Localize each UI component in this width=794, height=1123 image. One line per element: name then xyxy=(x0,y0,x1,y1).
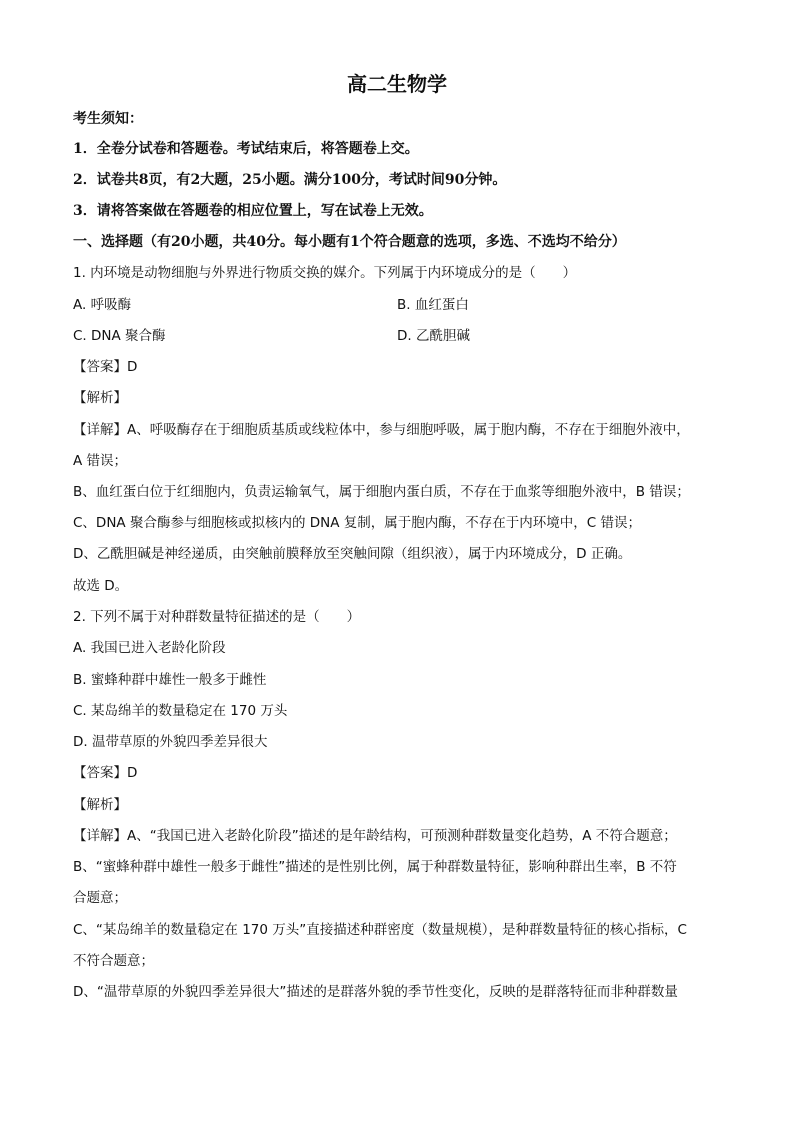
notice-item-1: 1．全卷分试卷和答题卷。考试结束后，将答题卷上交。 xyxy=(73,141,419,157)
q1-detail-line-4: C、DNA 聚合酶参与细胞核或拟核内的 DNA 复制，属于胞内酶，不存在于内环境中，C 错误； xyxy=(73,515,641,531)
q1-stem: 1. 内环境是动物细胞与外界进行物质交换的媒介。下列属于内环境成分的是（ ） xyxy=(73,265,577,281)
q1-detail-line-3: B、血红蛋白位于红细胞内，负责运输氧气，属于细胞内蛋白质，不存在于血浆等细胞外液中，B 错误； xyxy=(73,484,690,500)
q1-option-c: C. DNA 聚合酶 xyxy=(73,328,166,344)
q1-detail-line-2: A 错误； xyxy=(73,453,128,469)
notice-heading: 考生须知： xyxy=(73,111,143,127)
q2-detail-line-2: B、“蜜蜂种群中雄性一般多于雌性”描述的是性别比例，属于种群数量特征，影响种群出生率，B 不符 xyxy=(73,859,677,875)
q2-detail-line-5: 不符合题意； xyxy=(73,953,154,969)
q2-option-a: A. 我国已进入老龄化阶段 xyxy=(73,640,226,656)
q1-detail-line-1: 【详解】A、呼吸酶存在于细胞质基质或线粒体中，参与细胞呼吸，属于胞内酶，不存在于细胞外液中， xyxy=(73,422,690,438)
notice-item-2: 2．试卷共8页，有2大题，25小题。满分100分，考试时间90分钟。 xyxy=(73,172,507,188)
q2-detail-line-6: D、“温带草原的外貌四季差异很大”描述的是群落外貌的季节性变化，反映的是群落特征而非种群数量 xyxy=(73,984,678,1000)
q1-option-a: A. 呼吸酶 xyxy=(73,297,132,313)
q2-option-d: D. 温带草原的外貌四季差异很大 xyxy=(73,734,268,750)
q2-detail-line-4: C、“某岛绵羊的数量稳定在 170 万头”直接描述种群密度（数量规模），是种群数量特征的核心指标，C xyxy=(73,922,687,938)
q1-detail-line-5: D、乙酰胆碱是神经递质，由突触前膜释放至突触间隙（组织液），属于内环境成分，D 正确。 xyxy=(73,546,632,562)
notice-item-3: 3．请将答案做在答题卷的相应位置上，写在试卷上无效。 xyxy=(73,203,433,219)
q1-detail-line-6: 故选 D。 xyxy=(73,578,129,594)
q2-analysis-label: 【解析】 xyxy=(73,797,127,813)
q2-detail-line-3: 合题意； xyxy=(73,890,127,906)
q2-stem: 2. 下列不属于对种群数量特征描述的是（ ） xyxy=(73,609,361,625)
page-title: 高二生物学 xyxy=(347,72,447,96)
q1-option-b: B. 血红蛋白 xyxy=(397,297,469,313)
q1-analysis-label: 【解析】 xyxy=(73,390,127,406)
q2-detail-line-1: 【详解】A、“我国已进入老龄化阶段”描述的是年龄结构，可预测种群数量变化趋势，A 不符合题意； xyxy=(73,828,677,844)
q2-option-c: C. 某岛绵羊的数量稳定在 170 万头 xyxy=(73,703,288,719)
q2-option-b: B. 蜜蜂种群中雄性一般多于雌性 xyxy=(73,672,267,688)
q1-answer: 【答案】D xyxy=(73,359,138,375)
q1-option-d: D. 乙酰胆碱 xyxy=(397,328,470,344)
section-heading: 一、选择题（有20小题，共40分。每小题有1个符合题意的选项，多选、不选均不给分） xyxy=(73,234,626,250)
q2-answer: 【答案】D xyxy=(73,765,138,781)
